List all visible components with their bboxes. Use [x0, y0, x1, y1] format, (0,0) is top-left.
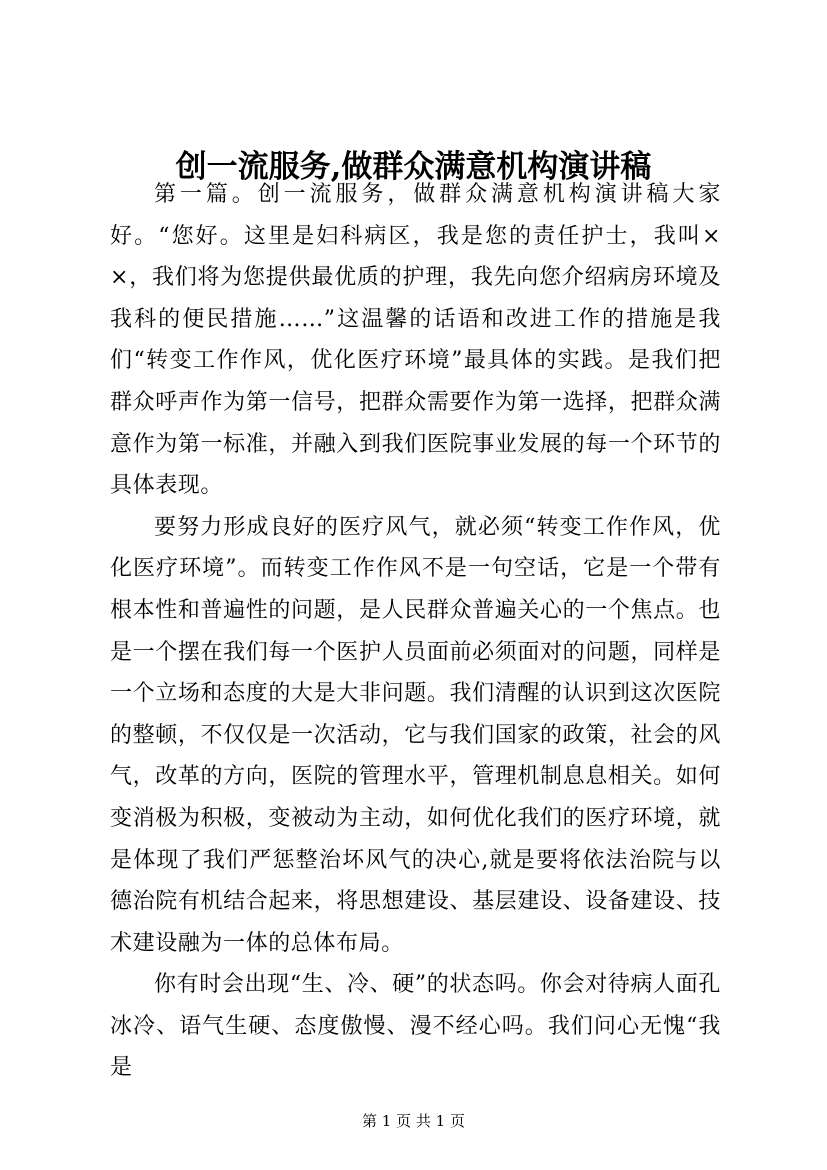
paragraph-3: 你有时会出现“生、冷、硬”的状态吗。你会对待病人面孔冰冷、语气生硬、态度傲慢、漫不经心吗。我们问心无愧“我是 — [110, 972, 721, 1081]
document-title: 创一流服务,做群众满意机构演讲稿 — [175, 149, 652, 185]
paragraph-2: 要努力形成良好的医疗风气，就必须“转变工作作风，优化医疗环境”。而转变工作作风不是一句空话，它是一个带有根本性和普遍性的问题，是人民群众普遍关心的一个焦点。也是一个摆在我们每一个医护人员面前必须面对的问题，同样是一个立场和态度的大是大非问题。我们清醒的认识到这次医院的整顿，不仅仅是一次活动，它与我们国家的政策，社会的风气，改革的方向，医院的管理水平，管理机制息息相关。如何变消极为积极，变被动为主动，如何优化我们的医疗环境，就是体现了我们严惩整治坏风气的决心,就是要将依法治院与以德治院有机结合起来，将思想建设、基层建设、设备建设、技术建设融为一体的总体布局。 — [110, 514, 721, 956]
document-body — [110, 174, 721, 1089]
paragraph-1: 第一篇。创一流服务，做群众满意机构演讲稿大家好。“您好。这里是妇科病区，我是您的责任护士，我叫××，我们将为您提供最优质的护理，我先向您介绍病房环境及我科的便民措施……”这温馨的话语和改进工作的措施是我们“转变工作作风，优化医疗环境”最具体的实践。是我们把群众呼声作为第一信号，把群众需要作为第一选择，把群众满意作为第一标准，并融入到我们医院事业发展的每一个环节的具体表现。 — [110, 182, 721, 499]
page-footer: 第 1 页 共 1 页 — [362, 1112, 465, 1130]
